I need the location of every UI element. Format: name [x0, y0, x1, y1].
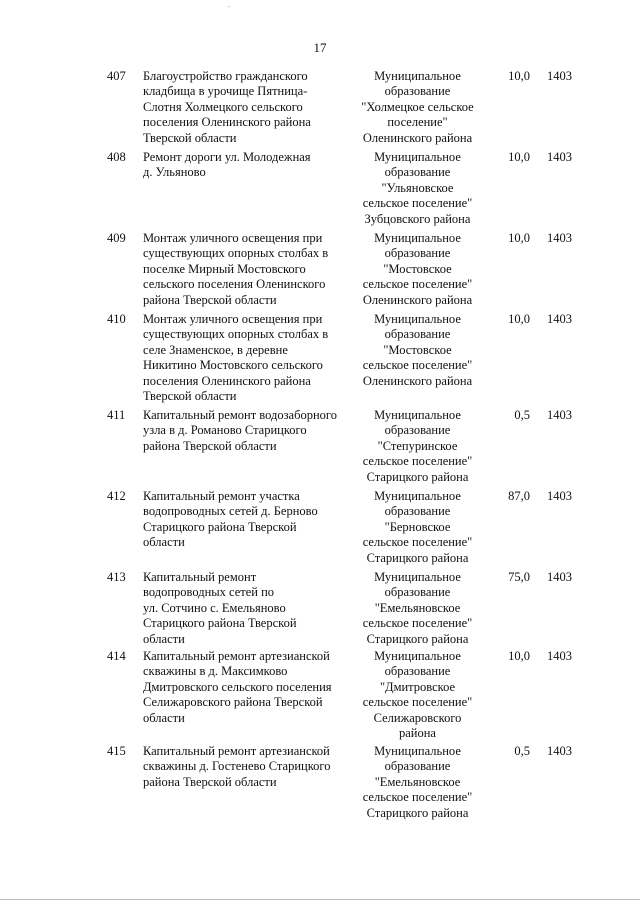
- row-description: Капитальный ремонт артезианской скважины в д. Максимково Дмитровского сельского поселения Селижаровского района Тверской области: [143, 649, 332, 725]
- page-number: 17: [313, 40, 327, 55]
- row-description: Ремонт дороги ул. Молодежная д. Ульяново: [143, 150, 311, 180]
- row-organization: Муниципальное образование "Емельяновское сельское поселение" Старицкого района: [362, 570, 473, 646]
- row-number: 412: [107, 489, 126, 503]
- row-description: Монтаж уличного освещения при существующих опорных столбах в поселке Мирный Мостовского сельского поселения Оленинского района Тверской области: [143, 231, 329, 307]
- row-number: 411: [107, 408, 126, 422]
- row-number: 408: [107, 150, 126, 164]
- row-code: 1403: [547, 150, 572, 164]
- row-number: 413: [107, 570, 126, 584]
- row-amount: 10,0: [508, 69, 530, 83]
- row-description: Капитальный ремонт участка водопроводных сетей д. Берново Старицкого района Тверской области: [143, 489, 318, 550]
- row-amount: 10,0: [508, 231, 530, 245]
- row-amount: 87,0: [508, 489, 530, 503]
- row-code: 1403: [547, 312, 572, 326]
- row-amount: 10,0: [508, 150, 530, 164]
- row-organization: Муниципальное образование "Емельяновское сельское поселение" Старицкого района: [362, 744, 473, 820]
- row-organization: Муниципальное образование "Мостовское сельское поселение" Оленинского района: [362, 231, 473, 307]
- scan-mark: [228, 6, 230, 7]
- row-number: 410: [107, 312, 126, 326]
- row-organization: Муниципальное образование "Степуринское сельское поселение" Старицкого района: [362, 408, 473, 484]
- row-number: 409: [107, 231, 126, 245]
- row-organization: Муниципальное образование "Холмецкое сельское поселение" Оленинского района: [361, 69, 474, 145]
- row-code: 1403: [547, 231, 572, 245]
- row-description: Благоустройство гражданского кладбища в урочище Пятница- Слотня Холмецкого сельского поселения Оленинского района Тверской области: [143, 69, 311, 145]
- row-code: 1403: [547, 408, 572, 422]
- row-amount: 75,0: [508, 570, 530, 584]
- row-amount: 10,0: [508, 312, 530, 326]
- row-code: 1403: [547, 744, 572, 758]
- row-number: 415: [107, 744, 126, 758]
- row-description: Монтаж уличного освещения при существующих опорных столбах в селе Знаменское, в деревне Никитино Мостовского сельского поселения Оленинского района Тверской области: [143, 312, 329, 404]
- row-organization: Муниципальное образование "Берновское сельское поселение" Старицкого района: [362, 489, 473, 565]
- row-organization: Муниципальное образование "Мостовское сельское поселение" Оленинского района: [362, 312, 473, 388]
- row-code: 1403: [547, 649, 572, 663]
- row-organization: Муниципальное образование "Дмитровское сельское поселение" Селижаровского района: [362, 649, 473, 741]
- row-amount: 0,5: [514, 408, 530, 422]
- row-description: Капитальный ремонт артезианской скважины д. Гостенево Старицкого района Тверской области: [143, 744, 331, 789]
- row-amount: 10,0: [508, 649, 530, 663]
- row-organization: Муниципальное образование "Ульяновское сельское поселение" Зубцовского района: [362, 150, 473, 226]
- row-description: Капитальный ремонт водозаборного узла в д. Романово Старицкого района Тверской области: [143, 408, 337, 453]
- row-number: 414: [107, 649, 126, 663]
- scan-bottom-border: [0, 899, 640, 900]
- row-description: Капитальный ремонт водопроводных сетей по ул. Сотчино с. Емельяново Старицкого района Тверской области: [143, 570, 297, 646]
- row-code: 1403: [547, 69, 572, 83]
- row-code: 1403: [547, 489, 572, 503]
- row-amount: 0,5: [514, 744, 530, 758]
- row-number: 407: [107, 69, 126, 83]
- row-code: 1403: [547, 570, 572, 584]
